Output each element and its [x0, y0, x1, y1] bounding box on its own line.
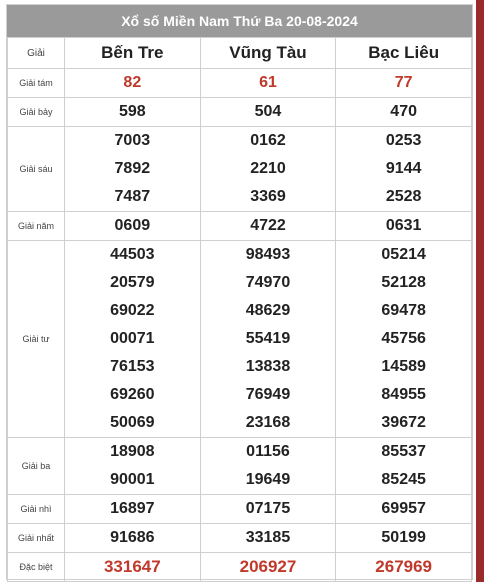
result-cell — [336, 98, 472, 127]
result-number: 3369 — [250, 188, 286, 205]
result-number: 7892 — [114, 160, 151, 177]
result-number: 598 — [118, 103, 146, 120]
result-cell — [200, 524, 336, 553]
result-number: 00071 — [110, 330, 155, 347]
result-number: 84955 — [381, 386, 426, 403]
result-cell — [65, 212, 201, 241]
result-cell — [336, 69, 472, 98]
prize-row-giai-tu — [8, 241, 472, 438]
result-number: 69260 — [110, 386, 155, 403]
result-number: 18908 — [110, 443, 155, 460]
result-cell — [65, 127, 201, 212]
result-cell — [336, 212, 472, 241]
prize-label: Giải năm — [8, 212, 65, 241]
result-cell — [65, 438, 201, 495]
result-number: 74970 — [245, 274, 291, 291]
prize-label: Giải tư — [8, 241, 65, 438]
result-number: 05214 — [381, 246, 426, 263]
result-number: 19649 — [245, 471, 291, 488]
prize-label: Giải nhất — [8, 524, 65, 553]
result-number: 23168 — [245, 414, 291, 431]
result-number: 331647 — [103, 557, 161, 576]
result-number: 76949 — [245, 386, 291, 403]
result-number: 69957 — [381, 500, 426, 517]
result-number: 33185 — [245, 529, 291, 546]
province-header-vung-tau[interactable]: Vũng Tàu — [200, 38, 336, 69]
result-number: 52128 — [381, 274, 426, 291]
result-cell — [200, 98, 336, 127]
prize-row-giai-ba — [8, 438, 472, 495]
result-number: 77 — [394, 74, 413, 91]
result-cell — [65, 241, 201, 438]
result-number: 48629 — [245, 302, 291, 319]
result-cell — [200, 69, 336, 98]
prize-row-giai-nhi — [8, 495, 472, 524]
result-number: 14589 — [381, 358, 426, 375]
result-number: 44503 — [110, 246, 155, 263]
result-cell — [200, 553, 336, 582]
prize-row-giai-sau — [8, 127, 472, 212]
prize-column-header: Giải — [8, 38, 65, 69]
result-number: 82 — [123, 74, 142, 91]
result-number: 50069 — [110, 414, 155, 431]
result-number: 20579 — [110, 274, 155, 291]
result-number: 504 — [254, 103, 282, 120]
result-cell — [336, 495, 472, 524]
result-cell — [200, 212, 336, 241]
prize-row-giai-bay — [8, 98, 472, 127]
prize-label: Giải nhì — [8, 495, 65, 524]
result-number: 2210 — [250, 160, 286, 177]
prize-label: Giải tám — [8, 69, 65, 98]
results-table — [7, 37, 472, 582]
result-number: 39672 — [381, 414, 426, 431]
prize-row-giai-tam — [8, 69, 472, 98]
results-title: Xổ số Miền Nam Thứ Ba 20-08-2024 — [7, 5, 472, 37]
result-number: 45756 — [381, 330, 426, 347]
result-number: 69022 — [110, 302, 155, 319]
result-number: 55419 — [245, 330, 291, 347]
prize-label: Giải sáu — [8, 127, 65, 212]
results-card — [6, 4, 473, 580]
result-cell — [336, 553, 472, 582]
result-number: 85537 — [381, 443, 426, 460]
result-number: 0253 — [385, 132, 422, 149]
result-cell — [200, 241, 336, 438]
result-number: 01156 — [246, 443, 290, 460]
result-number: 76153 — [110, 358, 155, 375]
result-cell — [200, 495, 336, 524]
prize-row-dac-biet — [8, 553, 472, 582]
result-cell — [65, 98, 201, 127]
province-header-bac-lieu[interactable]: Bạc Liêu — [336, 38, 472, 69]
result-cell — [336, 127, 472, 212]
result-number: 91686 — [110, 529, 155, 546]
result-number: 69478 — [381, 302, 426, 319]
result-number: 0162 — [250, 132, 286, 149]
prize-label: Giải bảy — [8, 98, 65, 127]
result-number: 16897 — [110, 500, 155, 517]
result-cell — [65, 69, 201, 98]
prize-label: Đặc biệt — [8, 553, 65, 582]
result-number: 7487 — [114, 188, 151, 205]
result-number: 206927 — [239, 557, 297, 576]
result-number: 0609 — [114, 217, 151, 234]
result-cell — [200, 127, 336, 212]
result-number: 267969 — [375, 557, 433, 576]
result-cell — [65, 495, 201, 524]
result-cell — [336, 524, 472, 553]
result-number: 90001 — [110, 471, 155, 488]
result-cell — [200, 438, 336, 495]
prize-row-giai-nhat — [8, 524, 472, 553]
result-cell — [336, 438, 472, 495]
result-number: 85245 — [381, 471, 426, 488]
province-header-ben-tre[interactable]: Bến Tre — [65, 38, 201, 69]
prize-label: Giải ba — [8, 438, 65, 495]
page-edge-bar — [476, 0, 484, 582]
result-cell — [65, 524, 201, 553]
result-number: 07175 — [245, 500, 291, 517]
result-number: 98493 — [245, 246, 291, 263]
result-number: 4722 — [250, 217, 286, 234]
result-cell — [65, 553, 201, 582]
header-row — [8, 38, 472, 69]
result-number: 470 — [390, 103, 417, 120]
result-number: 9144 — [385, 160, 422, 177]
result-cell — [336, 241, 472, 438]
result-number: 7003 — [114, 132, 151, 149]
result-number: 50199 — [381, 529, 426, 546]
result-number: 61 — [259, 74, 277, 91]
results-body — [8, 69, 472, 582]
result-number: 0631 — [385, 217, 422, 234]
result-number: 2528 — [385, 188, 422, 205]
result-number: 13838 — [245, 358, 291, 375]
prize-row-giai-nam — [8, 212, 472, 241]
